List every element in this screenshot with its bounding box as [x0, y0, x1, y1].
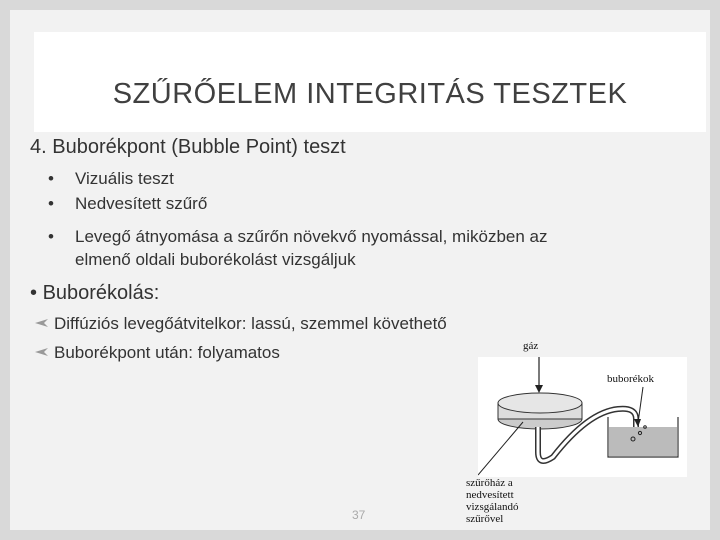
wing-bullet-icon [34, 317, 50, 329]
bullet-dot: • [48, 169, 54, 188]
bubbles-label: buborékok [607, 373, 655, 385]
page-number: 37 [352, 508, 366, 522]
title-box [34, 32, 706, 132]
section-heading: 4. Buborékpont (Bubble Point) teszt [30, 136, 346, 158]
slide-title: SZŰRŐELEM INTEGRITÁS TESZTEK [112, 78, 628, 110]
gas-label: gáz [523, 340, 539, 352]
bullet-buborekolas: • Buborékolás: [30, 282, 160, 304]
sub-bullet: Diffúziós levegőátvitelkor: lassú, szemmel követhető [54, 314, 447, 334]
bullet-dot: • [48, 227, 54, 246]
wing-bullet-icon [34, 346, 50, 358]
housing-label: szűrőház a nedvesített vizsgálandó szűrővel [466, 477, 519, 525]
bubble-point-figure [478, 357, 687, 477]
bubble-point-diagram [478, 357, 687, 477]
sub-bullet: Buborékpont után: folyamatos [54, 343, 280, 363]
bullet-dot: • [48, 194, 54, 213]
